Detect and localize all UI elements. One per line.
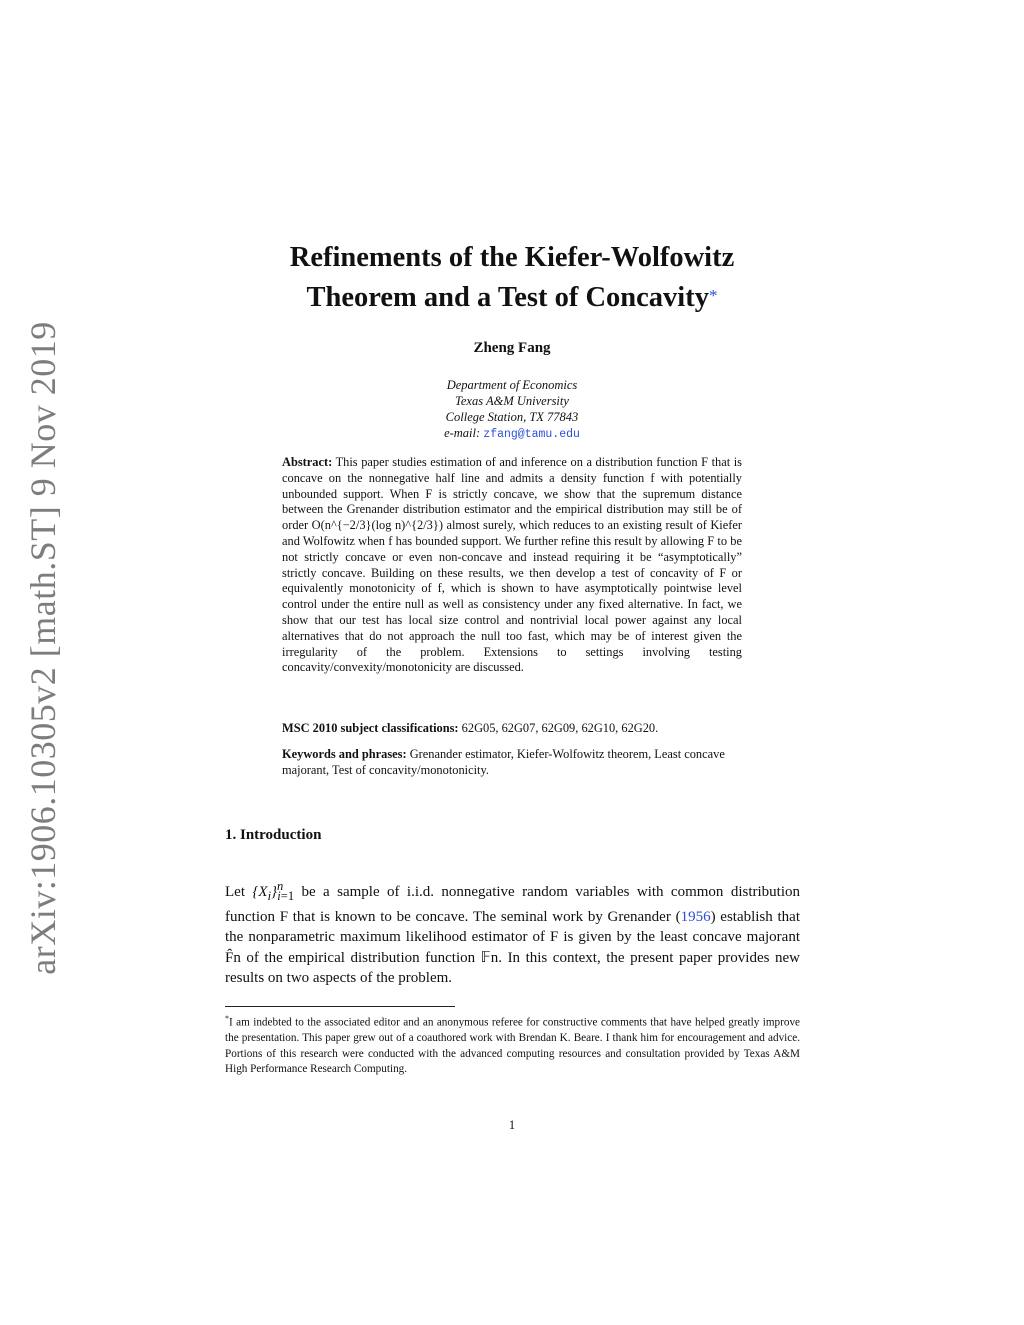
keywords-label: Keywords and phrases:	[282, 747, 407, 761]
paper-title	[200, 238, 824, 318]
section-heading-introduction: 1. Introduction	[225, 827, 322, 843]
author-name: Zheng Fang	[473, 340, 551, 356]
abstract-block	[282, 455, 742, 676]
arxiv-identifier-stamp[interactable]: arXiv:1906.10305v2 [math.ST] 9 Nov 2019	[23, 321, 63, 975]
keywords-text: Grenander estimator, Kiefer-Wolfowitz theorem, Least concave majorant, Test of concavity/monotonicity.	[282, 747, 725, 777]
footnote-mark: *	[225, 1014, 229, 1023]
title-line-2-text: Theorem and a Test of Concavity	[306, 282, 709, 313]
affiliation-email-line	[300, 425, 724, 443]
title-line-1: Refinements of the Kiefer-Wolfowitz	[289, 242, 735, 273]
author-affiliation	[300, 377, 724, 443]
title-footnote-mark[interactable]: *	[708, 286, 718, 305]
acknowledgement-footnote	[225, 1011, 800, 1078]
intro-text-part-1: be a sample of i.i.d. nonnegative random variables with common distribution function F that is known to be concave. The seminal work by Grenander	[225, 884, 800, 925]
affiliation-university: Texas A&M University	[455, 394, 569, 408]
title-line-2	[200, 278, 824, 318]
msc-label: MSC 2010 subject classifications:	[282, 721, 459, 735]
keywords-block	[282, 746, 742, 778]
msc-classifications	[282, 721, 752, 736]
email-link[interactable]: zfang@tamu.edu	[483, 428, 580, 441]
introduction-paragraph: Let $\{X_i\}^n_{i=1}$ be a sample of i.i.d. nonnegative random variables with common distribution function F that is known to be concave. The seminal work by Grenander (1956) establish that the nonparametric maximum likelihood estimator of F is given by the least concave majorant F̂n of the empirical distribution function 𝔽n. In this context, the present paper provides new results on two aspects of the problem.	[225, 879, 800, 987]
grenander-citation-link[interactable]: 1956	[680, 908, 711, 925]
email-label: e-mail:	[444, 426, 481, 440]
page-number: 1	[508, 1118, 516, 1132]
footnote-text: I am indebted to the associated editor and an anonymous referee for constructive comments that have helped greatly improve the presentation. This paper grew out of a coauthored work with Brendan K. Beare. I thank him for encouragement and advice. Portions of this research were conducted with the advanced computing resources and consultation provided by Texas A&M High Performance Research Computing.	[225, 1016, 800, 1076]
affiliation-location: College Station, TX 77843	[445, 410, 579, 424]
affiliation-department: Department of Economics	[446, 378, 578, 392]
abstract-label: Abstract:	[282, 455, 333, 469]
abstract-text: This paper studies estimation of and inference on a distribution function F that is concave on the nonnegative half line and admits a density function f with potentially unbounded support. When F is strictly concave, we show that the supremum distance between the Grenander distribution estimator and the empirical distribution may still be of order O(n^{−2/3}(log n)^{2/3}) almost surely, which reduces to an existing result of Kiefer and Wolfowitz when f has bounded support. We further refine this result by allowing F to be not strictly concave or even non-concave and instead requiring it be “asymptotically” strictly concave. Building on these results, we then develop a test of concavity of F or equivalently monotonicity of f, which is shown to have asymptotically pointwise level control under the entire null as well as consistency under any fixed alternative. In fact, we show that our test has local size control and nontrivial local power against any local alternatives that do not approach the null too fast, which may be of interest given the irregularity of the problem. Extensions to settings involving testing concavity/convexity/monotonicity are discussed.	[282, 455, 743, 675]
footnote-divider	[225, 1006, 455, 1007]
msc-codes: 62G05, 62G07, 62G09, 62G10, 62G20.	[461, 721, 659, 735]
intro-text-part-2: establish that the nonparametric maximum likelihood estimator of F is given by the least concave majorant F̂n of the empirical distribution function 𝔽n. In this context, the present paper provides new results on two aspects of the problem.	[225, 908, 800, 987]
